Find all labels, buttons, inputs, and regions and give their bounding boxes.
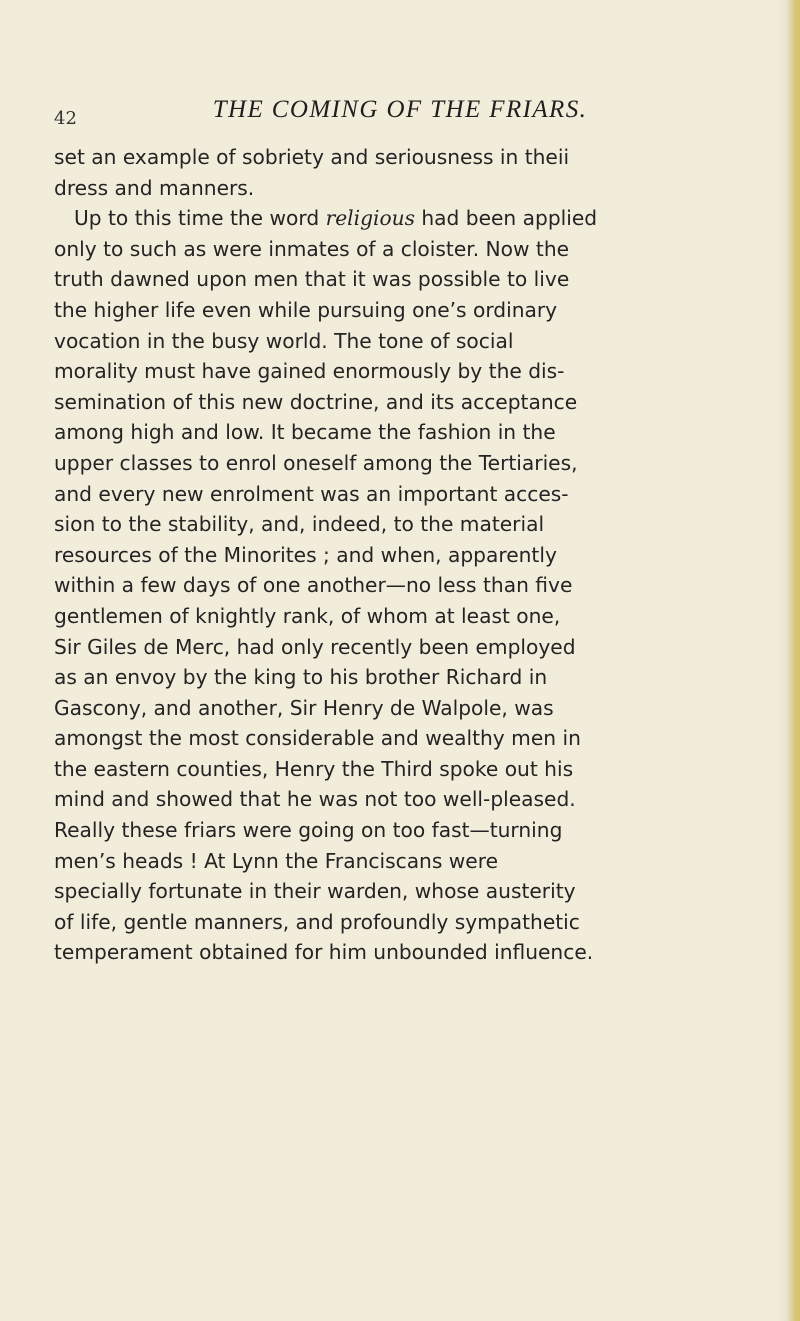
text-line: as an envoy by the king to his brother Richard in [54, 665, 548, 690]
text-line: Really these friars were going on too fast—turning [54, 818, 563, 843]
text-line: of life, gentle manners, and profoundly sympathetic [54, 909, 580, 934]
text-line: Gascony, and another, Sir Henry de Walpole, was [54, 695, 554, 720]
text-line: and every new enrolment was an important acces- [54, 481, 569, 506]
text-line: temperament obtained for him unbounded influence. [54, 940, 594, 965]
text-line: specially fortunate in their warden, whose austerity [54, 879, 576, 904]
page-number: 42 [54, 108, 77, 129]
text-line: upper classes to enrol oneself among the Tertiaries, [54, 450, 578, 475]
text-line: dress and manners. [54, 175, 255, 200]
text-line: amongst the most considerable and wealthy men in [54, 726, 581, 751]
text-line: only to such as were inmates of a cloister. Now the [54, 236, 570, 261]
text-line: the higher life even while pursuing one’s ordinary [54, 297, 558, 322]
emphasis-religious: religious [325, 206, 415, 231]
running-head: THE COMING OF THE FRIARS. [212, 96, 588, 123]
text-fragment: Up to this time the word [74, 206, 326, 231]
text-line: resources of the Minorites ; and when, apparently [54, 542, 557, 567]
page-edge-gilt [776, 0, 800, 1321]
text-line: morality must have gained enormously by the dis- [54, 359, 565, 384]
text-line: semination of this new doctrine, and its acceptance [54, 389, 578, 414]
text-line: the eastern counties, Henry the Third spoke out his [54, 756, 574, 781]
text-line: gentlemen of knightly rank, of whom at least one, [54, 603, 561, 628]
text-line: Sir Giles de Merc, had only recently been employed [54, 634, 576, 659]
text-line: sion to the stability, and, indeed, to the material [54, 512, 545, 537]
text-line: within a few days of one another—no less than five [54, 573, 573, 598]
body-text [54, 142, 772, 968]
text-line [54, 203, 772, 234]
text-line: men’s heads ! At Lynn the Franciscans were [54, 848, 498, 873]
text-fragment: had been applied [414, 206, 598, 231]
text-line: set an example of sobriety and seriousness in theii [54, 145, 570, 169]
text-line: truth dawned upon men that it was possible to live [54, 267, 570, 292]
text-line: vocation in the busy world. The tone of social [54, 328, 514, 353]
text-line: mind and showed that he was not too well-pleased. [54, 787, 576, 812]
text-line: among high and low. It became the fashion in the [54, 420, 556, 445]
